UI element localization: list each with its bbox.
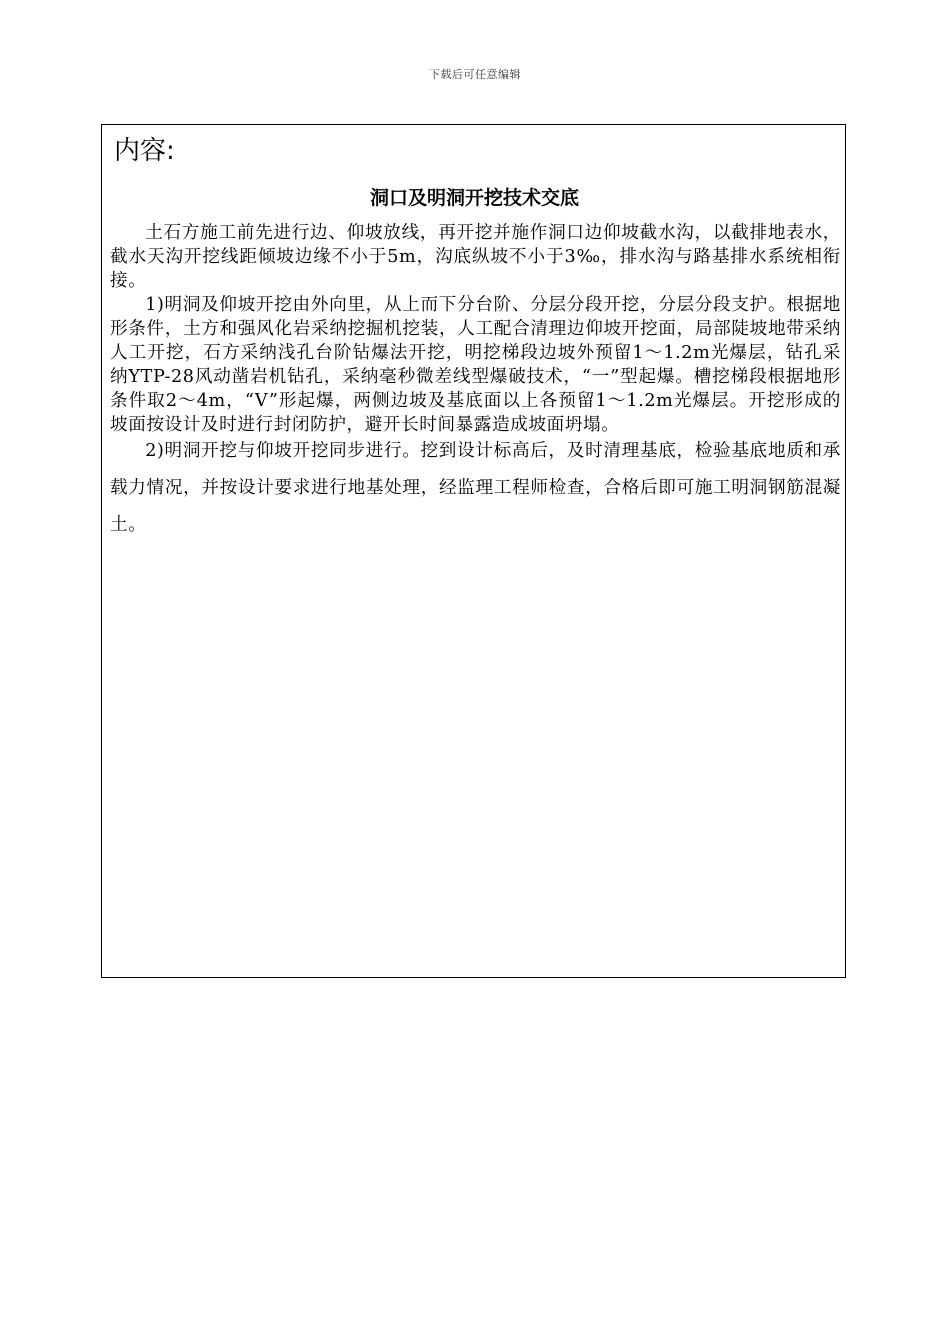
paragraph-3: 2)明洞开挖与仰坡开挖同步进行。挖到设计标高后，及时清理基底，检验基底地质和承载力情况，并按设计要求进行地基处理，经监理工程师检查，合格后即可施工明洞钢筋混凝土。 bbox=[110, 441, 841, 535]
document-title: 洞口及明洞开挖技术交底 bbox=[369, 187, 579, 209]
content-box bbox=[101, 124, 846, 978]
page-header-note: 下载后可任意编辑 bbox=[429, 68, 521, 81]
content-label: 内容: bbox=[114, 136, 175, 166]
paragraph-1: 土石方施工前先进行边、仰坡放线，再开挖并施作洞口边仰坡截水沟，以截排地表水，截水天沟开挖线距倾坡边缘不小于5m，沟底纵坡不小于3‰，排水沟与路基排水系统相衔接。 bbox=[110, 223, 841, 291]
body-text bbox=[110, 221, 841, 544]
paragraph-2: 1)明洞及仰坡开挖由外向里，从上而下分台阶、分层分段开挖，分层分段支护。根据地形条件，土方和强风化岩采纳挖掘机挖装，人工配合清理边仰坡开挖面，局部陡坡地带采纳人工开挖，石方采纳浅孔台阶钻爆法开挖，明挖梯段边坡外预留1～1.2m光爆层，钻孔采纳YTP-28风动凿岩机钻孔，采纳毫秒微差线型爆破技术，“一”型起爆。槽挖梯段根据地形条件取2～4m，“V”形起爆，两侧边坡及基底面以上各预留1～1.2m光爆层。开挖形成的坡面按设计及时进行封闭防护，避开长时间暴露造成坡面坍塌。 bbox=[110, 295, 841, 435]
